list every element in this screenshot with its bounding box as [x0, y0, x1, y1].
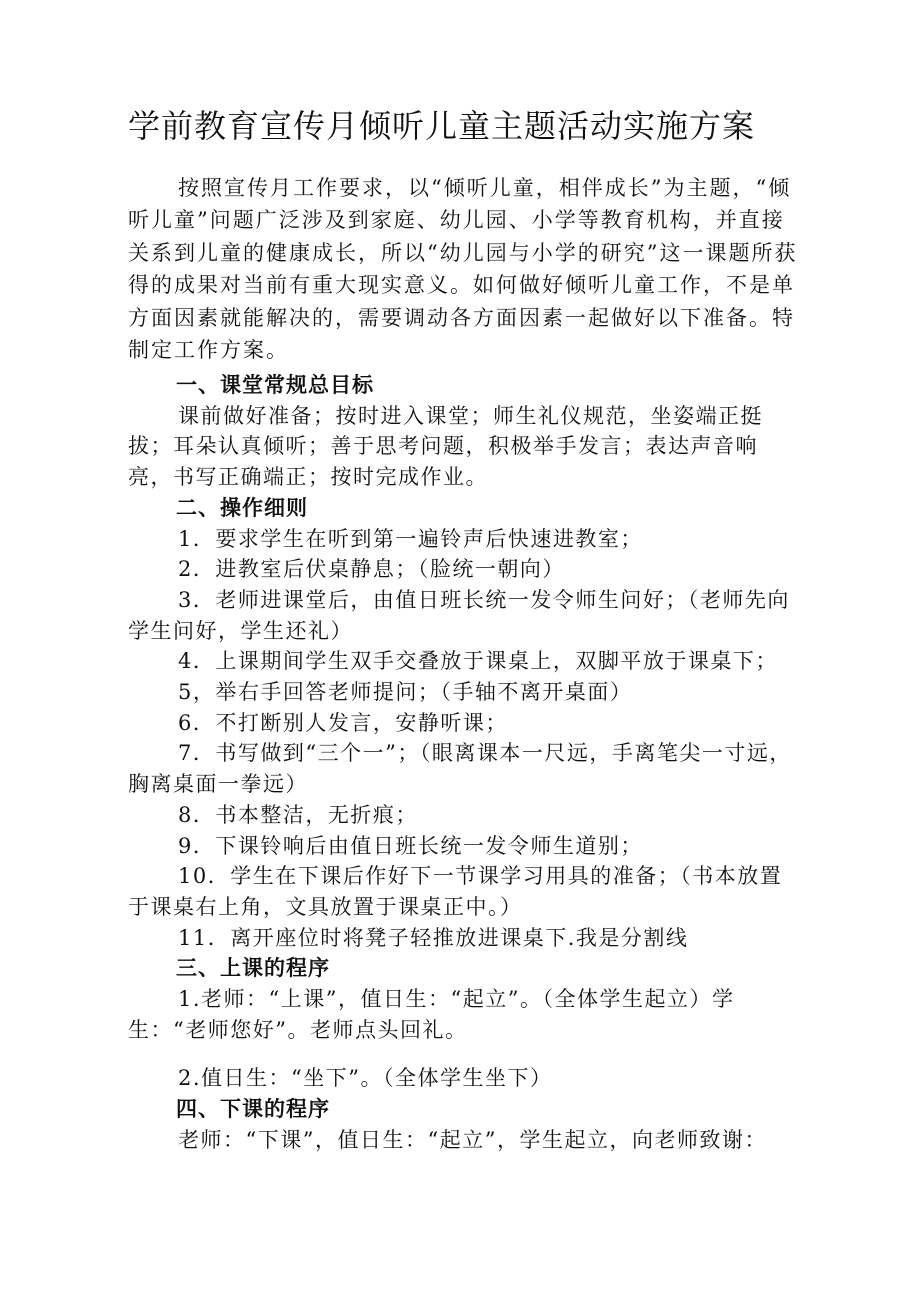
- list-item: 4．上课期间学生双手交叠放于课桌上，双脚平放于课桌下；: [178, 649, 778, 674]
- list-item: 2.值日生：“坐下”。（全体学生坐下）: [178, 1066, 553, 1091]
- section4-text: 老师：“下课”，值日生：“起立”，学生起立，向老师致谢：: [178, 1127, 767, 1152]
- list-item: 6．不打断别人发言，安静听课；: [178, 710, 508, 735]
- list-item: 2．进教室后伏桌静息；（脸统一朝向）: [178, 557, 565, 582]
- list-item: 1.老师：“上课”，值日生：“起立”。（全体学生起立）学生：“老师您好”。老师点头回礼。: [128, 987, 735, 1042]
- intro-paragraph-block: [128, 172, 798, 366]
- list-item: 5，举右手回答老师提问；（手轴不离开桌面）: [178, 680, 633, 705]
- section1-text: 课前做好准备；按时进入课堂；师生礼仪规范，坐姿端正挺拔；耳朵认真倾听；善于思考问题，积极举手发言；表达声音响亮，书写正确端正；按时完成作业。: [128, 403, 763, 490]
- list-item: 8．书本整洁，无折痕；: [178, 802, 418, 827]
- document-body: [128, 370, 798, 1156]
- section4-heading: 四、下课的程序: [176, 1097, 330, 1122]
- list-item: 11．离开座位时将凳子轻推放进课桌下.我是分割线: [178, 925, 689, 950]
- section2-heading: 二、操作细则: [176, 495, 308, 520]
- list-item: 9．下课铃响后由值日班长统一发令师生道别；: [178, 833, 643, 858]
- intro-paragraph: 按照宣传月工作要求，以“倾听儿童，相伴成长”为主题，“倾听儿童”问题广泛涉及到家庭、幼儿园、小学等教育机构，并直接关系到儿童的健康成长，所以“幼儿园与小学的研究”这一课题所获得的成果对当前有重大现实意义。如何做好倾听儿童工作，不是单方面因素就能解决的，需要调动各方面因素一起做好以下准备。特制定工作方案。: [128, 176, 798, 363]
- section1-heading: 一、课堂常规总目标: [176, 373, 374, 397]
- section3-heading: 三、上课的程序: [176, 956, 330, 981]
- list-item: 10．学生在下课后作好下一节课学习用具的准备；（书本放置于课桌右上角，文具放置于课桌正中。）: [128, 864, 783, 919]
- list-item: 1．要求学生在听到第一遍铃声后快速进教室；: [178, 526, 643, 551]
- list-item: 7．书写做到“三个一”；（眼离课本一尺远，手离笔尖一寸远，胸离桌面一拳远）: [128, 741, 792, 797]
- document-title: 学前教育宣传月倾听儿童主题活动实施方案: [128, 107, 756, 145]
- list-item: 3．老师进课堂后，由值日班长统一发令师生问好；（老师先向学生问好，学生还礼）: [128, 587, 790, 643]
